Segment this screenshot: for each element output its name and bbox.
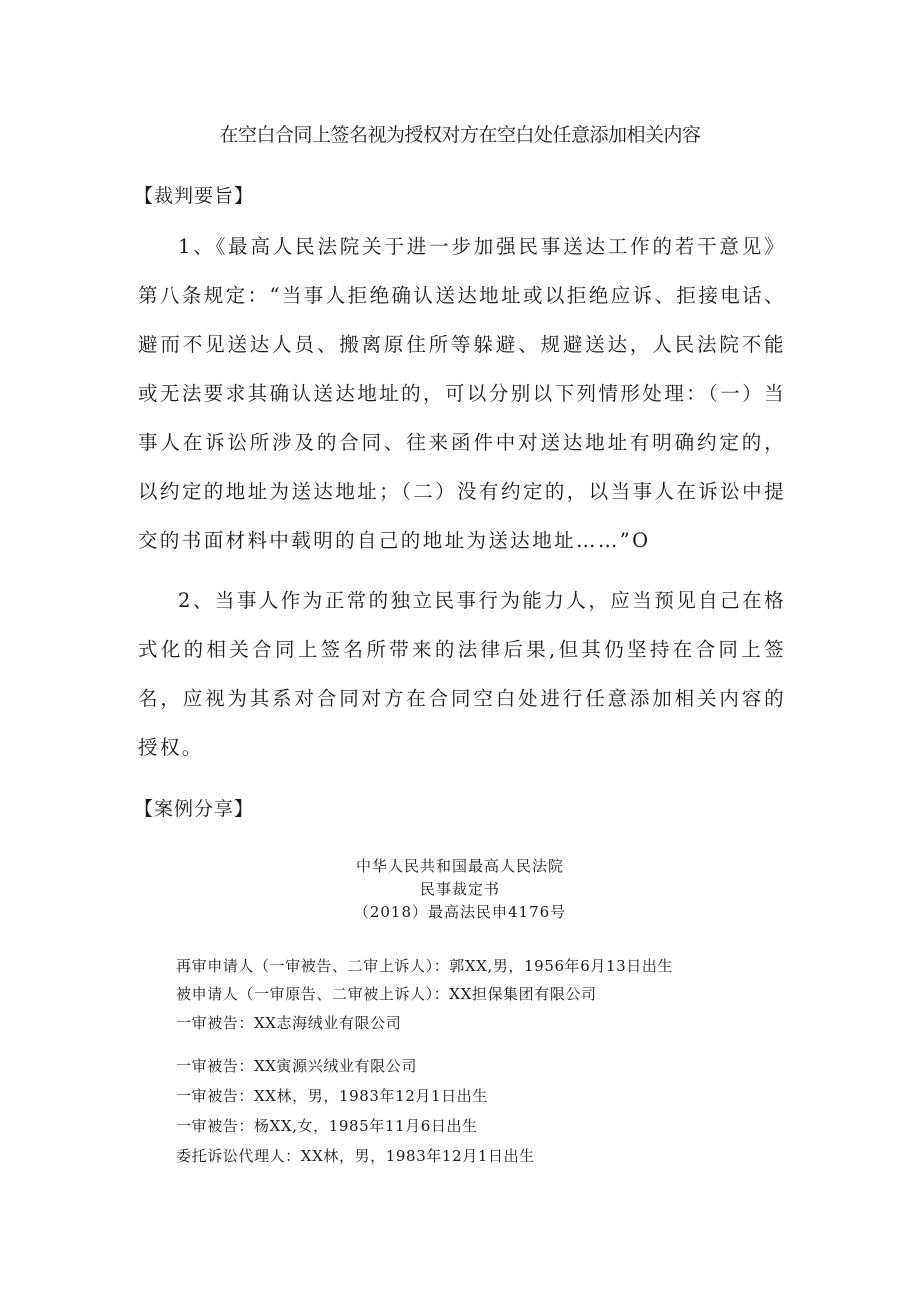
document-type: 民事裁定书	[419, 880, 500, 898]
ruling-summary-heading: 【裁判要旨】	[134, 185, 255, 207]
case-number: （2018）最高法民申4176号	[353, 903, 567, 921]
party-line: 一审被告：杨XX,女，1985年11月6日出生	[176, 1117, 478, 1135]
party-line: 委托诉讼代理人：XX林，男，1983年12月1日出生	[176, 1147, 535, 1165]
case-share-heading: 【案例分享】	[134, 798, 255, 820]
party-line: 一审被告：XX林，男，1983年12月1日出生	[176, 1087, 488, 1105]
summary-point-1: 1、《最高人民法院关于进一步加强民事送达工作的若干意见》第八条规定：“当事人拒绝确认送达地址或以拒绝应诉、拒接电话、避而不见送达人员、搬离原住所等躲避、规避送达，人民法院不能或无法要求其确认送达地址的，可以分别以下列情形处理：（一）当事人在诉讼所涉及的合同、往来函件中对送达地址有明确约定的，以约定的地址为送达地址；（二）没有约定的，以当事人在诉讼中提交的书面材料中载明的自己的地址为送达地址……”O	[138, 235, 786, 552]
court-name: 中华人民共和国最高人民法院	[355, 857, 564, 875]
party-line: 再审申请人（一审被告、二审上诉人）：郭XX,男，1956年6月13日出生	[176, 957, 674, 975]
summary-point-2: 2、当事人作为正常的独立民事行为能力人，应当预见自己在格式化的相关合同上签名所带来的法律后果,但其仍坚持在合同上签名，应视为其系对合同对方在合同空白处进行任意添加相关内容的授权。	[138, 589, 786, 759]
party-line: 被申请人（一审原告、二审被上诉人）：XX担保集团有限公司	[176, 985, 597, 1003]
party-line: 一审被告：XX寅源兴绒业有限公司	[176, 1057, 417, 1075]
document-title: 在空白合同上签名视为授权对方在空白处任意添加相关内容	[219, 124, 701, 146]
party-line: 一审被告：XX志海绒业有限公司	[176, 1014, 402, 1032]
